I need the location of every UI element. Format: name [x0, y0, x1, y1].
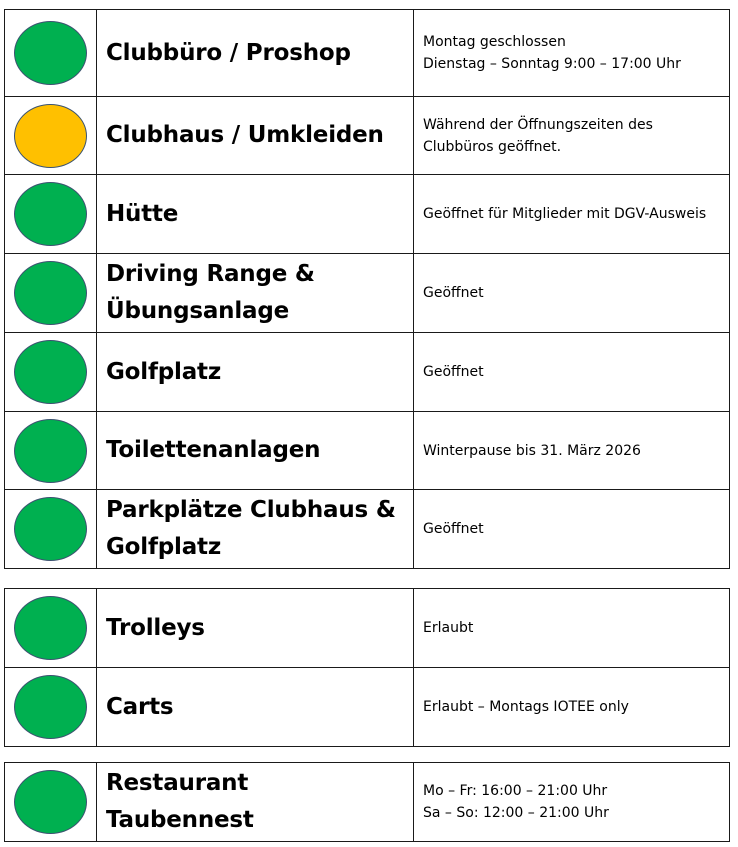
facility-info: Mo – Fr: 16:00 – 21:00 Uhr Sa – So: 12:00 – 21:00 Uhr: [423, 783, 609, 821]
restaurant-body: [5, 763, 730, 842]
table-row: [5, 589, 730, 668]
facility-name: Trolleys: [106, 614, 205, 641]
status-light-icon: [14, 596, 87, 660]
facility-info: Winterpause bis 31. März 2026: [423, 442, 641, 459]
status-light-icon: [14, 182, 87, 246]
facility-info: Geöffnet für Mitglieder mit DGV-Ausweis: [423, 206, 707, 222]
facilities-body: [5, 10, 730, 569]
facility-info: Erlaubt – Montags IOTEE only: [423, 699, 629, 715]
table-row: [5, 412, 730, 490]
equipment-body: [5, 589, 730, 747]
facility-info: Während der Öffnungszeiten des Clubbüros geöffnet.: [423, 116, 653, 155]
facility-name: Hütte: [106, 200, 179, 227]
restaurant-table: [4, 762, 730, 842]
status-light-icon: [14, 497, 87, 561]
table-row: [5, 254, 730, 333]
facility-info: Geöffnet: [423, 521, 484, 537]
status-light-icon: [14, 261, 87, 325]
table-row: [5, 490, 730, 569]
facility-info: Erlaubt: [423, 620, 474, 636]
status-light-icon: [14, 21, 87, 85]
facility-info: Geöffnet: [423, 364, 484, 380]
facility-info: Montag geschlossen Dienstag – Sonntag 9:00 – 17:00 Uhr: [423, 34, 681, 72]
facility-info: Geöffnet: [423, 285, 484, 301]
facility-name: Clubhaus / Umkleiden: [106, 122, 384, 148]
facility-name: Carts: [106, 693, 174, 720]
status-light-icon: [14, 419, 87, 483]
facility-name: Driving Range & Übungsanlage: [106, 261, 315, 324]
status-light-icon: [14, 340, 87, 404]
status-light-icon: [14, 104, 87, 168]
table-row: [5, 175, 730, 254]
facility-name: Restaurant Taubennest: [106, 770, 254, 833]
table-row: [5, 763, 730, 842]
facility-name: Parkplätze Clubhaus & Golfplatz: [106, 497, 396, 560]
status-light-icon: [14, 770, 87, 834]
equipment-table: [4, 588, 730, 747]
table-row: [5, 10, 730, 97]
table-row: [5, 97, 730, 175]
table-row: [5, 333, 730, 412]
facility-name: Toilettenanlagen: [106, 437, 321, 463]
status-light-icon: [14, 675, 87, 739]
facilities-table: [4, 9, 730, 569]
facility-name: Clubbüro / Proshop: [106, 39, 351, 66]
facility-name: Golfplatz: [106, 358, 222, 385]
table-row: [5, 668, 730, 747]
